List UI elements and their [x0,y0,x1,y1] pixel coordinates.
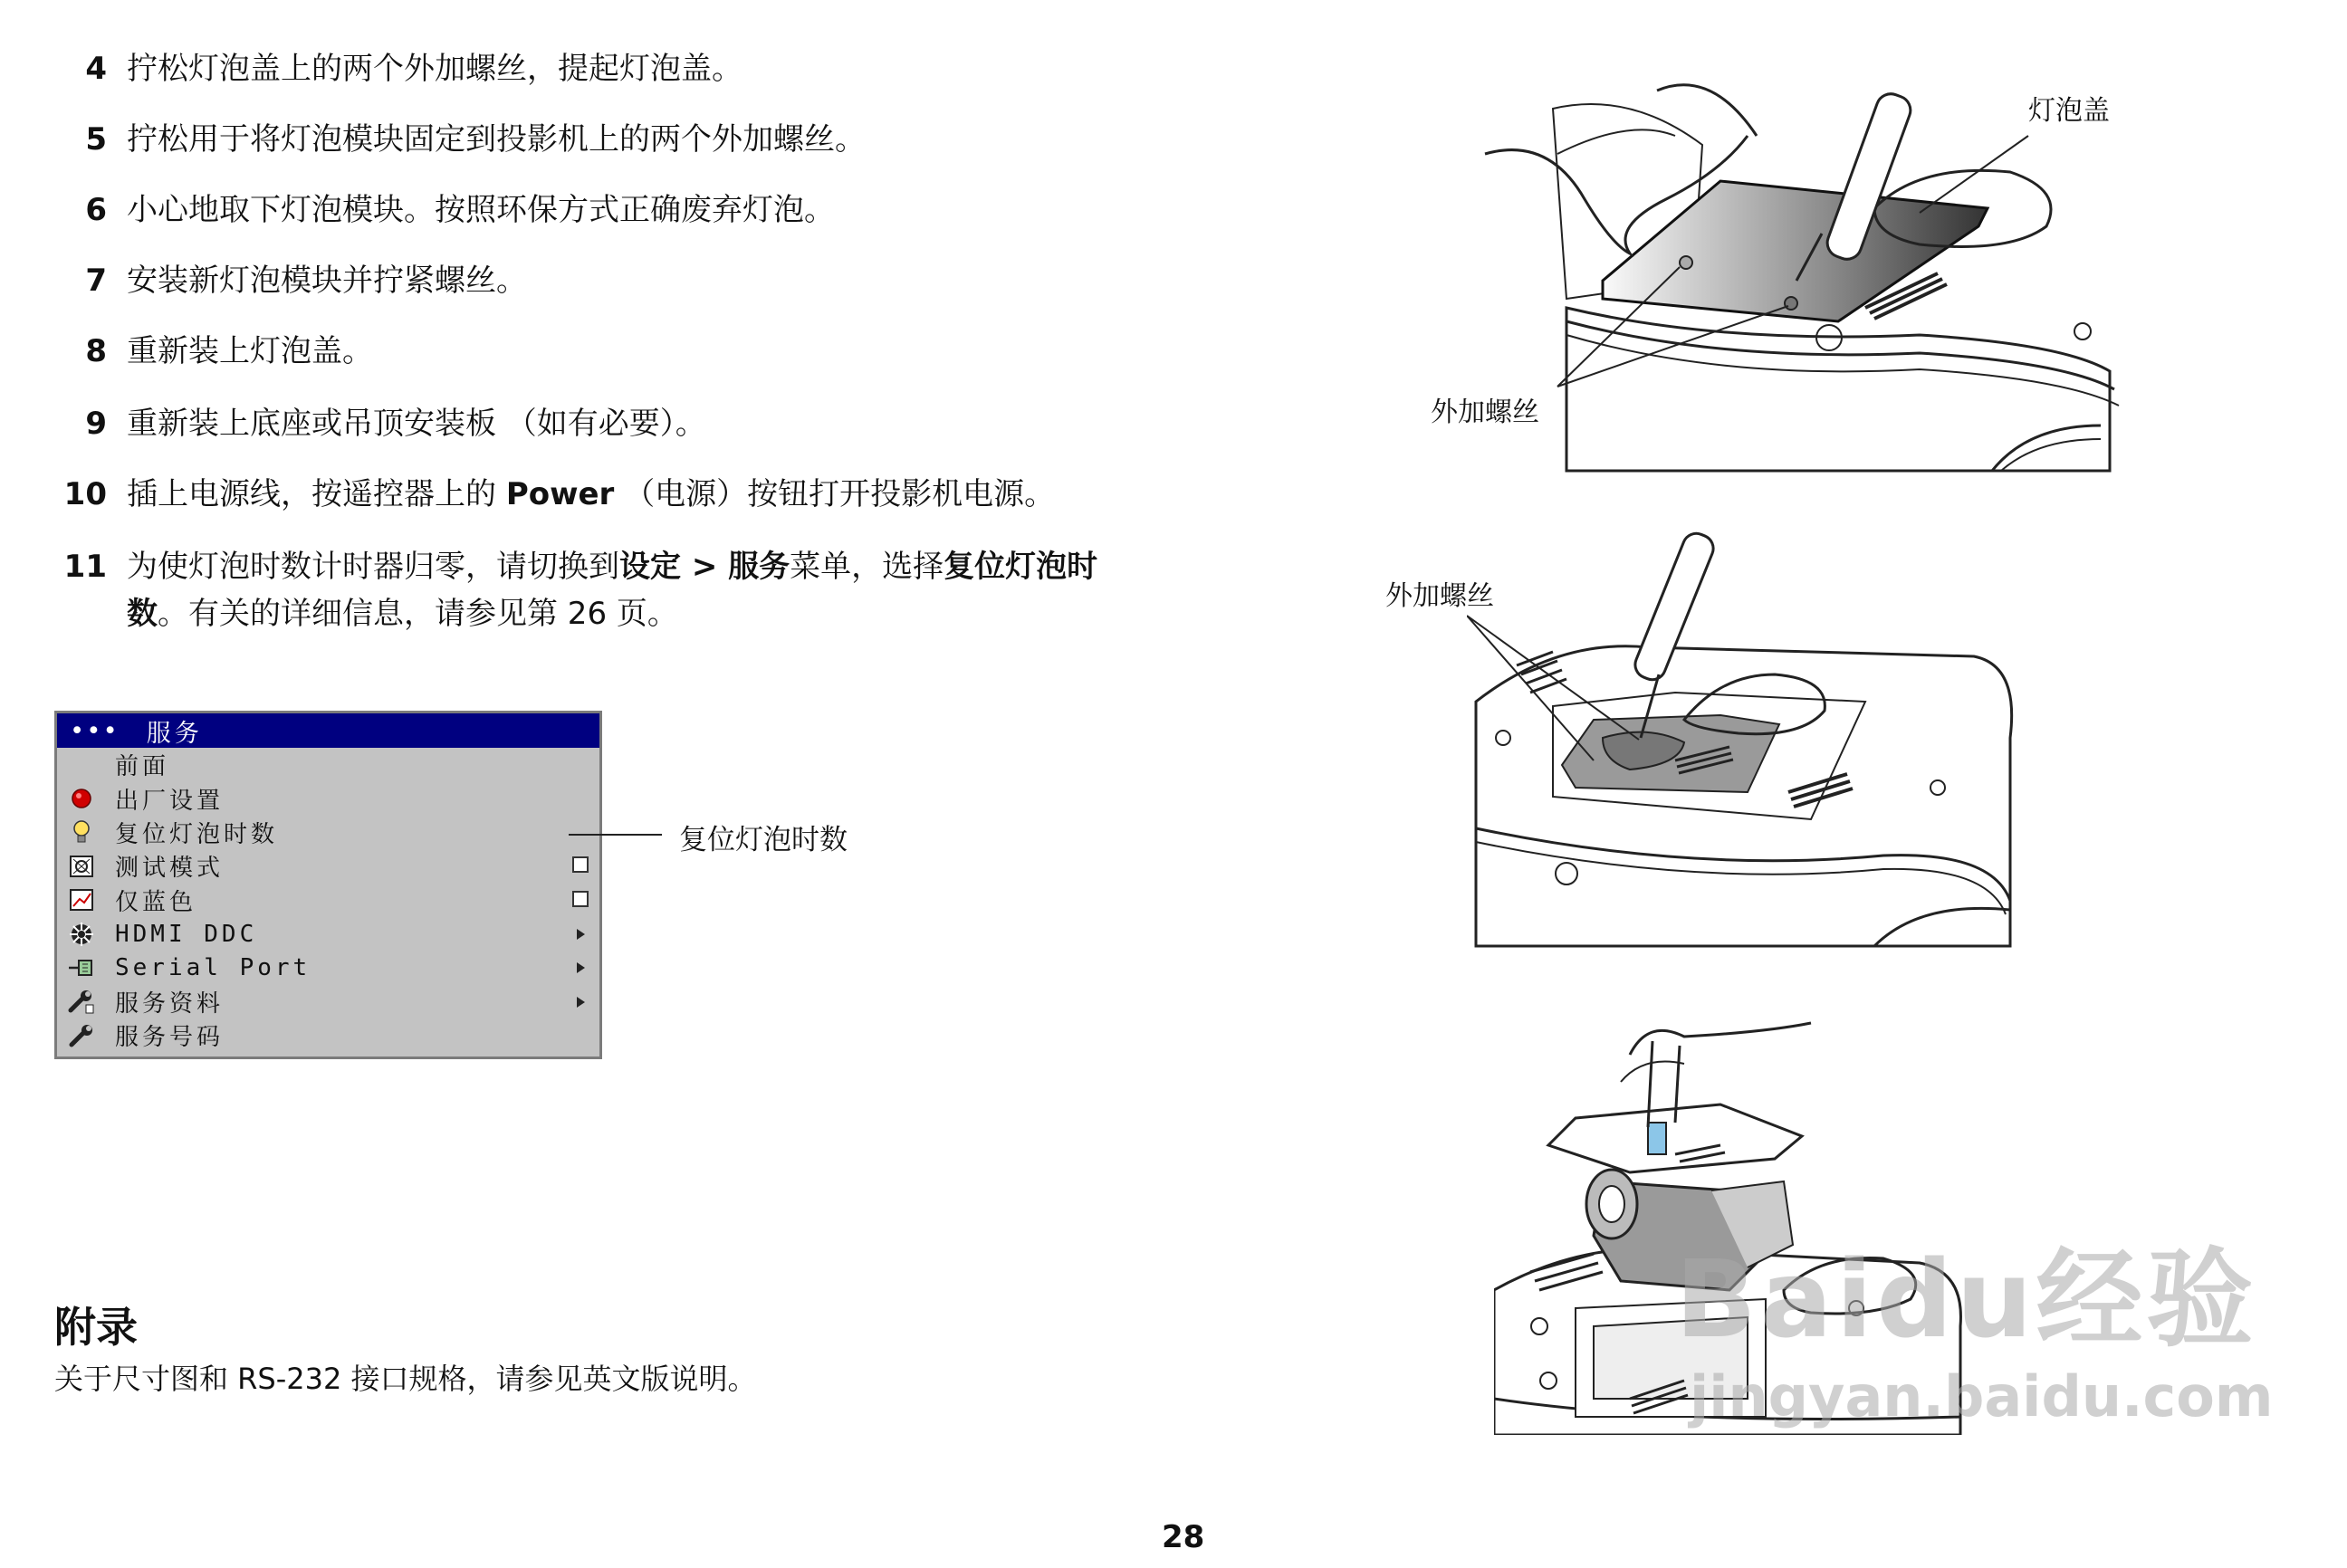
submenu-arrow-icon [577,997,585,1008]
wrench-info-icon [68,988,95,1015]
lightbulb-icon [68,818,95,846]
step-8 [53,328,373,375]
appendix-text: 关于尺寸图和 RS-232 接口规格，请参见英文版说明。 [54,1362,757,1396]
step-text: 为使灯泡时数计时器归零，请切换到设定 > 服务菜单，选择复位灯泡时 [127,549,1098,585]
test-pattern-checkbox[interactable] [572,856,589,873]
menu-item-serial-port[interactable]: Serial Port [57,951,599,984]
watermark-url: jingyan.baidu.com [1690,1363,2274,1429]
menu-item-service-info[interactable]: 服务资料 [57,985,599,1018]
menu-callout-line [569,834,662,836]
step-5 [53,116,866,163]
blue-only-icon [68,886,95,913]
hdmi-gear-icon [68,921,95,948]
step-11 [53,543,1098,632]
service-menu [54,711,602,1059]
step-text: 拧松灯泡盖上的两个外加螺丝，提起灯泡盖。 [127,51,742,87]
fig1-screws-label: 外加螺丝 [1431,397,1539,428]
step-text: 小心地取下灯泡模块。按照环保方式正确废弃灯泡。 [127,192,835,228]
wrench-icon [68,1022,95,1049]
menu-title-bar [57,713,599,748]
submenu-arrow-icon [577,929,585,940]
menu-item-test-pattern[interactable]: 测试模式 [57,849,599,883]
test-pattern-icon [68,853,95,880]
step-text: 插上电源线，按遥控器上的 Power （电源）按钮打开投影机电源。 [127,476,1056,512]
step-text: 安装新灯泡模块并拧紧螺丝。 [127,263,527,299]
menu-item-factory-reset[interactable]: 出厂设置 [57,781,599,815]
step-10 [53,471,1055,518]
fig1-lamp-cover-label: 灯泡盖 [2028,95,2110,127]
appendix-heading: 附录 [54,1303,138,1352]
step-9 [53,400,706,447]
menu-item-service-code[interactable]: 服务号码 [57,1018,599,1052]
baidu-watermark [1675,1213,2273,1429]
menu-item-front[interactable]: 前面 [57,748,599,781]
step-number: 9 [85,406,107,442]
serial-port-icon [68,954,95,981]
step-number: 6 [85,192,107,228]
fig2-screws-label: 外加螺丝 [1385,580,1494,612]
step-number: 7 [85,263,107,299]
step-4 [53,45,742,92]
lamp-module-screws-illustration [1467,530,2028,982]
step-number: 11 [63,549,107,585]
step-number: 8 [85,333,107,369]
menu-item-hdmi-ddc[interactable]: HDMI DDC [57,917,599,951]
submenu-arrow-icon [577,962,585,973]
red-dot-icon [68,785,95,812]
step-6 [53,186,835,234]
step-text: 重新装上底座或吊顶安装板 （如有必要）。 [127,406,706,442]
menu-dots-icon[interactable]: ••• [70,716,120,745]
menu-title: 服务 [146,719,203,748]
menu-item-blue-only[interactable]: 仅蓝色 [57,884,599,917]
step-text: 拧松用于将灯泡模块固定到投影机上的两个外加螺丝。 [127,121,866,158]
blue-only-checkbox[interactable] [572,891,589,907]
menu-item-reset-lamp-hours[interactable]: 复位灯泡时数 [57,816,599,849]
step-text: 重新装上灯泡盖。 [127,333,373,369]
watermark-logo-text: Baidu经验 [1675,1237,2257,1362]
step-7 [53,257,527,304]
step-number: 10 [63,476,107,512]
power-keyword: Power [505,476,615,512]
lamp-cover-illustration [1449,72,2173,480]
page-number: 28 [1162,1519,1205,1555]
blank-icon [68,751,95,779]
menu-callout-label: 复位灯泡时数 [679,824,848,856]
step-text-continued: 数。有关的详细信息，请参见第 26 页。 [127,596,678,632]
step-number: 5 [85,121,107,158]
step-number: 4 [85,51,107,87]
